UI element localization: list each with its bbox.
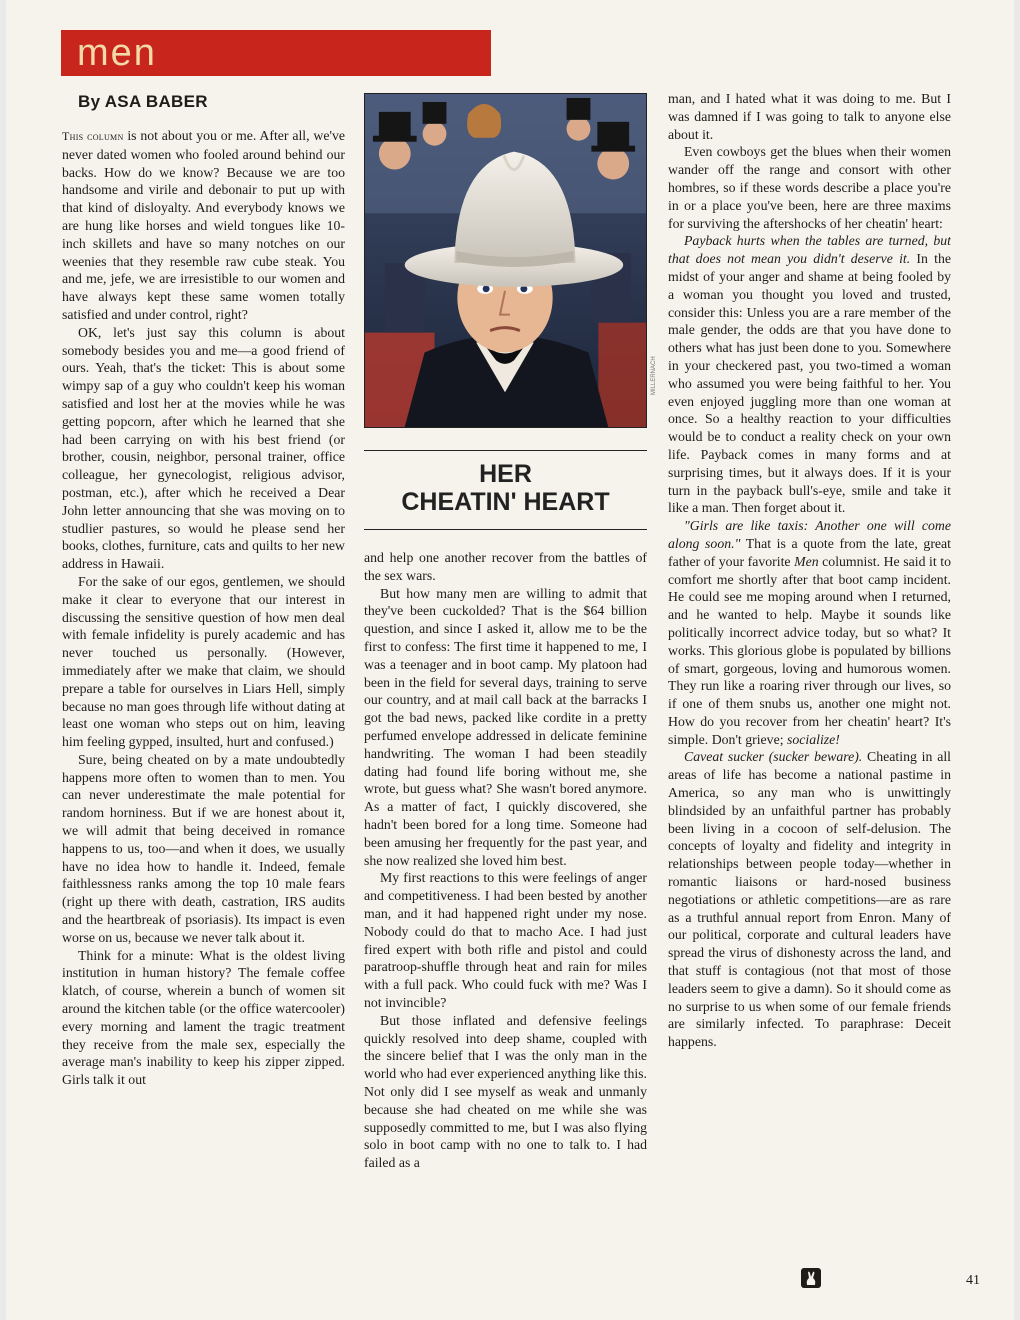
- paragraph-text: That is a quote from the late, great father of your favorite: [668, 535, 951, 569]
- article-column-3: [668, 90, 951, 1260]
- maxim-2: "Girls are like taxis: Another one will come along soon.": [668, 518, 951, 551]
- cowboy-illustration: [364, 93, 647, 428]
- article-column-2: [364, 549, 647, 1289]
- paragraph: Sure, being cheated on by a mate undoubtedly happens more often to women than to men. You can never underestimate the male potential for random horniness. But if we are honest about it, we will admit that being deceived in romance happens to us, too—and when it does, we usually have no idea how to handle it. Indeed, female faithlessness ranks among the top 10 male fears (right up there with death, castration, IRS audits and the heartbreak of psoriasis). Its impact is even worse on us, because we never talk about it.: [62, 751, 345, 945]
- paragraph: For the sake of our egos, gentlemen, we should make it clear to everyone that our interest in discussing the sensitive question of how men deal with female infidelity is purely academic and has never touched us personally. (However, immediately after we make that claim, we should prepare a table for ourselves in Liars Hell, simply because no man goes through life without dating at least one woman who steps out on him, leaving him feeling gypped, insulted, hurt and confused.): [62, 573, 345, 750]
- headline-rule-bottom: [364, 529, 647, 530]
- lead-in-smallcaps: This column: [62, 129, 124, 143]
- photo-credit: MILLERNACH: [651, 356, 657, 395]
- maxim-1: Payback hurts when the tables are turned, but that does not mean you didn't deserve it.: [668, 233, 951, 267]
- illustration-art: [365, 94, 646, 427]
- headline-rule-top: [364, 450, 647, 451]
- headline-line-1: HER: [479, 460, 532, 488]
- byline: By ASA BABER: [78, 92, 208, 111]
- paragraph: and help one another recover from the battles of the sex wars.: [364, 550, 647, 583]
- paragraph: [668, 748, 951, 1051]
- paragraph-text: columnist. He said it to comfort me shortly after that boot camp incident. He could see me moping around when I returned, and he wanted to help. Maybe it sounds like politically incorrect advice today, but so what? It works. This glorious globe is populated by billions of smart, gorgeous, loving and humorous women. They run like a roaring river through our lives, so if one of them snubs us, another one might not. How do you recover from her cheatin' heart? It's simple. Don't grieve;: [668, 553, 951, 747]
- paragraph: Even cowboys get the blues when their women wander off the range and consort with other hombres, so if these words describe a place you're in or a place you've been, here are three maxims for surviving the aftershocks of her cheatin' heart:: [668, 144, 951, 231]
- maxim-3: Caveat sucker (sucker beware).: [684, 749, 863, 765]
- paragraph: But those inflated and defensive feelings quickly resolved into deep shame, coupled with the sincere belief that I was the only man in the world who had ever experienced anything like this. Not only did I see myself as weak and unmanly because she had cheated on me while she was supposedly committed to me, but I was also flying solo in boot camp with no one to talk to. I had failed as a: [364, 1012, 647, 1171]
- magazine-page: [6, 0, 1014, 1320]
- section-title-bar: [61, 30, 491, 76]
- paragraph-text: Cheating in all areas of life has become a national pastime in America, so any man who is unwittingly blindsided by an unfaithful partner has probably been living in a cocoon of self-delusion. The concepts of loyalty and fidelity and integrity in relationships between people today—whether in romantic liaisons or hard-nosed business negotiations or athletic competitions—are as rare as a truthful annual report from Enron. Many of our political, corporate and cultural leaders have spread the virus of dishonesty across the land, and that stuff is contagious (not that most of those leaders seem to give a damn). So it should come as no surprise to us when some of our female friends are similarly infected. To paraphrase: Deceit happens.: [668, 749, 951, 1050]
- section-title: men: [77, 32, 157, 74]
- paragraph: [668, 232, 951, 517]
- bunny-logo-icon: [801, 1268, 821, 1288]
- paragraph: Think for a minute: What is the oldest living institution in human history? The female coffee klatch, of course, wherein a bunch of women sit around the kitchen table (or the office watercooler) every morning and lament the tragic treatment they receive from the male sex, especially the average man's inability to keep his zipper zipped. Girls talk it out: [62, 947, 345, 1088]
- paragraph: But how many men are willing to admit that they've been cuckolded? That is the $64 billion question, and since I asked it, allow me to be the first to confess: The first time it happened to me, I was a teenager and in boot camp. My platoon had been in the field for several days, training to serve our country, and at mail call back at the barracks I got the bad news, packed like cordite in a pretty perfumed envelope addressed in delicate feminine handwriting. The woman I had been steadily dating had found life boring without me, she wrote, but guess what? She wasn't bored anymore. As a matter of fact, I quickly discovered, she hadn't been bored for a long time. Someone had been amusing her frequently for the past year, and she now realized she loved him best.: [364, 585, 647, 868]
- column-name: Men: [794, 553, 819, 569]
- paragraph-text: is not about you or me. After all, we've never dated women who fooled around behind our backs. How do we know? Because we are too handsome and virile and debonair to put up with that kind of disloyalty. And everybody knows we are hung like horses and wield tongues like 10-inch skillets and have so many notches on our weenies that they resemble raw cube steak. You and me, jefe, we are irresistible to our women and have always kept these same women totally satisfied and under control, right?: [62, 128, 345, 322]
- paragraph: man, and I hated what it was doing to me. But I was damned if I was going to talk to anyone else about it.: [668, 91, 951, 142]
- paragraph: OK, let's just say this column is about somebody besides you and me—a good friend of ours. Yeah, that's the ticket: This is about some wimpy sap of a guy who couldn't keep his woman satisfied and lost her at the movies while he was getting popcorn, after which he learned that she had been carrying on with his best friend (or brother, cousin, neighbor, personal trainer, office colleague, her gynecologist, religious advisor, postman, etc.), after which he received a Dear John letter announcing that she was moving on to studlier pastures, so would he please send her books, clothes, furniture, cats and quilts to her new address in Hawaii.: [62, 324, 345, 572]
- page-number: 41: [966, 1273, 980, 1288]
- article-column-1: [62, 127, 345, 1297]
- paragraph: [668, 517, 951, 748]
- paragraph: [62, 127, 345, 324]
- emphasis: socialize!: [786, 731, 840, 747]
- article-headline: [364, 460, 647, 516]
- paragraph: My first reactions to this were feelings of anger and competitiveness. I had been bested by another man, and it had happened right under my nose. Nobody could do that to macho Ace. I had just fired expert with both rifle and pistol and could paratroop-shuffle through heat and rain for miles with a full pack. Who could fuck with me? Was I not invincible?: [364, 870, 647, 1010]
- paragraph-text: In the midst of your anger and shame at being fooled by a woman you thought you loved and trusted, consider this: Unless you are a rare member of the male gender, the odds are that you have done to others what has just been done to you. Somewhere in your checkered past, you two-timed a woman who assumed you were being faithful to her. You even enjoyed juggling more than one woman at once. So a healthy reaction to your difficulties would be to conduct a reality check on your own life. Payback comes in many forms and at surprising times, but it always does. If it is your turn in the payback bull's-eye, smile and take it like a man. Then forget about it.: [668, 251, 951, 516]
- headline-line-2: CHEATIN' HEART: [401, 488, 610, 516]
